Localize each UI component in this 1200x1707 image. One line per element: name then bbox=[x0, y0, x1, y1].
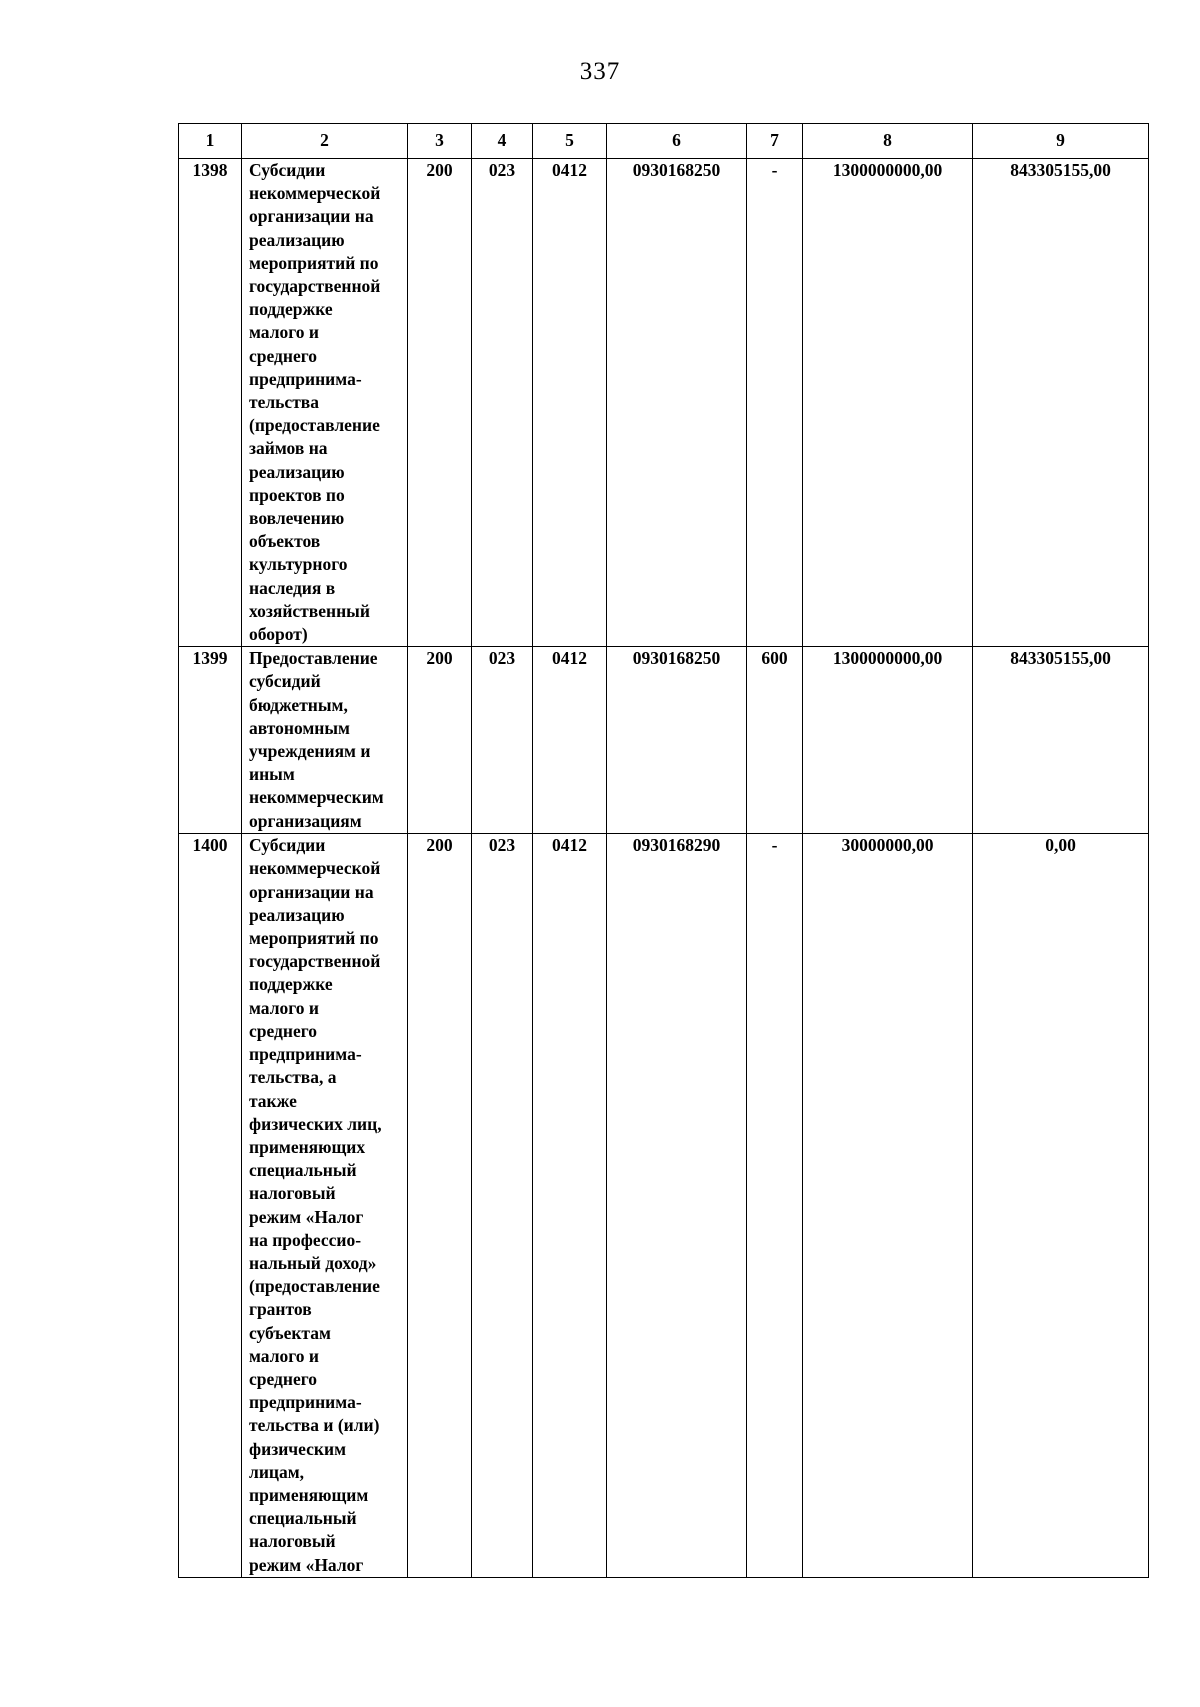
column-header: 4 bbox=[472, 124, 533, 159]
table-body bbox=[179, 159, 1149, 1578]
amount-8-cell: 1300000000,00 bbox=[803, 647, 973, 834]
row-name-line: реализацию bbox=[249, 904, 345, 925]
row-name-line: мероприятий по bbox=[249, 928, 379, 949]
row-name-line: специальный bbox=[249, 1160, 357, 1181]
row-name-line: тельства bbox=[249, 392, 319, 413]
table-row bbox=[179, 834, 1149, 1578]
amount-9-cell: 843305155,00 bbox=[973, 159, 1149, 647]
row-name-line: специальный bbox=[249, 1508, 357, 1529]
row-name-line: автономным bbox=[249, 717, 350, 738]
row-name-cell bbox=[242, 159, 408, 647]
amount-8-cell: 30000000,00 bbox=[803, 834, 973, 1578]
row-name-line: физических лиц, bbox=[249, 1113, 382, 1134]
row-name-line: режим «Налог bbox=[249, 1554, 364, 1575]
row-name-line: некоммерческим bbox=[249, 787, 384, 808]
column-header: 7 bbox=[747, 124, 803, 159]
code-5-cell: 0412 bbox=[533, 834, 607, 1578]
row-name-line: субсидий bbox=[249, 671, 321, 692]
row-number-cell: 1399 bbox=[179, 647, 242, 834]
row-name-line: среднего bbox=[249, 1368, 318, 1389]
column-header: 8 bbox=[803, 124, 973, 159]
row-name-line: учреждениям и bbox=[249, 741, 371, 762]
code-7-cell: 600 bbox=[747, 647, 803, 834]
amount-9-cell: 0,00 bbox=[973, 834, 1149, 1578]
row-name-line: бюджетным, bbox=[249, 694, 348, 715]
row-name-line: поддержке bbox=[249, 974, 333, 995]
code-7-cell: - bbox=[747, 834, 803, 1578]
budget-table bbox=[178, 123, 1149, 1578]
row-name-cell bbox=[242, 834, 408, 1578]
row-name-line: применяющих bbox=[249, 1136, 366, 1157]
amount-8-cell: 1300000000,00 bbox=[803, 159, 973, 647]
column-header: 1 bbox=[179, 124, 242, 159]
column-header: 9 bbox=[973, 124, 1149, 159]
row-name-line: субъектам bbox=[249, 1322, 331, 1343]
row-name-line: проектов по bbox=[249, 484, 345, 505]
row-name-cell bbox=[242, 647, 408, 834]
row-name-line: применяющим bbox=[249, 1484, 369, 1505]
row-name-line: организациям bbox=[249, 810, 362, 831]
amount-9-cell: 843305155,00 bbox=[973, 647, 1149, 834]
row-name-line: реализацию bbox=[249, 229, 345, 250]
row-name-line: малого и bbox=[249, 1345, 319, 1366]
code-3-cell: 200 bbox=[408, 647, 472, 834]
code-6-cell: 0930168250 bbox=[607, 159, 747, 647]
code-3-cell: 200 bbox=[408, 834, 472, 1578]
row-name-line: Предоставление bbox=[249, 648, 378, 669]
code-7-cell: - bbox=[747, 159, 803, 647]
column-header: 6 bbox=[607, 124, 747, 159]
column-header: 5 bbox=[533, 124, 607, 159]
row-name-line: некоммерческой bbox=[249, 858, 381, 879]
code-5-cell: 0412 bbox=[533, 647, 607, 834]
row-name-line: режим «Налог bbox=[249, 1206, 364, 1227]
row-name-line: Субсидии bbox=[249, 160, 326, 180]
row-name-line: культурного bbox=[249, 554, 348, 575]
row-name-line: малого и bbox=[249, 322, 319, 343]
row-name-line: наследия в bbox=[249, 577, 336, 598]
row-name-line: Субсидии bbox=[249, 835, 326, 856]
row-name-line: реализацию bbox=[249, 461, 345, 482]
row-name-line: государственной bbox=[249, 951, 381, 972]
row-name-line: предпринима- bbox=[249, 1044, 362, 1065]
row-name-line: среднего bbox=[249, 1020, 318, 1041]
row-name-line: на профессио- bbox=[249, 1229, 362, 1250]
row-name-line: поддержке bbox=[249, 299, 333, 320]
row-name-line: нальный доход» bbox=[249, 1252, 377, 1273]
table-row bbox=[179, 647, 1149, 834]
row-name-line: организации на bbox=[249, 881, 374, 902]
row-name-line: среднего bbox=[249, 345, 318, 366]
page-number: 337 bbox=[579, 58, 621, 85]
row-name-line: физическим bbox=[249, 1438, 347, 1459]
row-name-line: некоммерческой bbox=[249, 183, 381, 204]
row-name-line: лицам, bbox=[249, 1461, 305, 1482]
row-name-line: налоговый bbox=[249, 1183, 336, 1204]
code-4-cell: 023 bbox=[472, 834, 533, 1578]
row-name-line: государственной bbox=[249, 276, 381, 297]
row-name-line: (предоставление bbox=[249, 415, 380, 436]
row-name-line: займов на bbox=[249, 438, 328, 459]
row-name-line: тельства, а bbox=[249, 1067, 337, 1088]
row-name-line: налоговый bbox=[249, 1531, 336, 1552]
table-row bbox=[179, 159, 1149, 647]
row-name-line: объектов bbox=[249, 531, 321, 552]
code-4-cell: 023 bbox=[472, 647, 533, 834]
code-4-cell: 023 bbox=[472, 159, 533, 647]
code-3-cell: 200 bbox=[408, 159, 472, 647]
row-name-line: вовлечению bbox=[249, 508, 345, 529]
row-name-line: иным bbox=[249, 764, 295, 785]
code-5-cell: 0412 bbox=[533, 159, 607, 647]
code-6-cell: 0930168250 bbox=[607, 647, 747, 834]
row-name-line: предпринима- bbox=[249, 368, 362, 389]
row-name-line: тельства и (или) bbox=[249, 1415, 380, 1436]
table-header-row bbox=[179, 124, 1149, 159]
code-6-cell: 0930168290 bbox=[607, 834, 747, 1578]
row-name-line: организации на bbox=[249, 206, 374, 227]
row-number-cell: 1400 bbox=[179, 834, 242, 1578]
row-name-line: (предоставление bbox=[249, 1276, 380, 1297]
row-name-line: мероприятий по bbox=[249, 252, 379, 273]
row-name-line: грантов bbox=[249, 1299, 312, 1320]
row-name-line: также bbox=[249, 1090, 297, 1111]
column-header: 2 bbox=[242, 124, 408, 159]
row-name-line: малого и bbox=[249, 997, 319, 1018]
row-name-line: оборот) bbox=[249, 624, 308, 645]
row-name-line: хозяйственный bbox=[249, 600, 370, 621]
row-number-cell: 1398 bbox=[179, 159, 242, 647]
column-header: 3 bbox=[408, 124, 472, 159]
row-name-line: предпринима- bbox=[249, 1392, 362, 1413]
